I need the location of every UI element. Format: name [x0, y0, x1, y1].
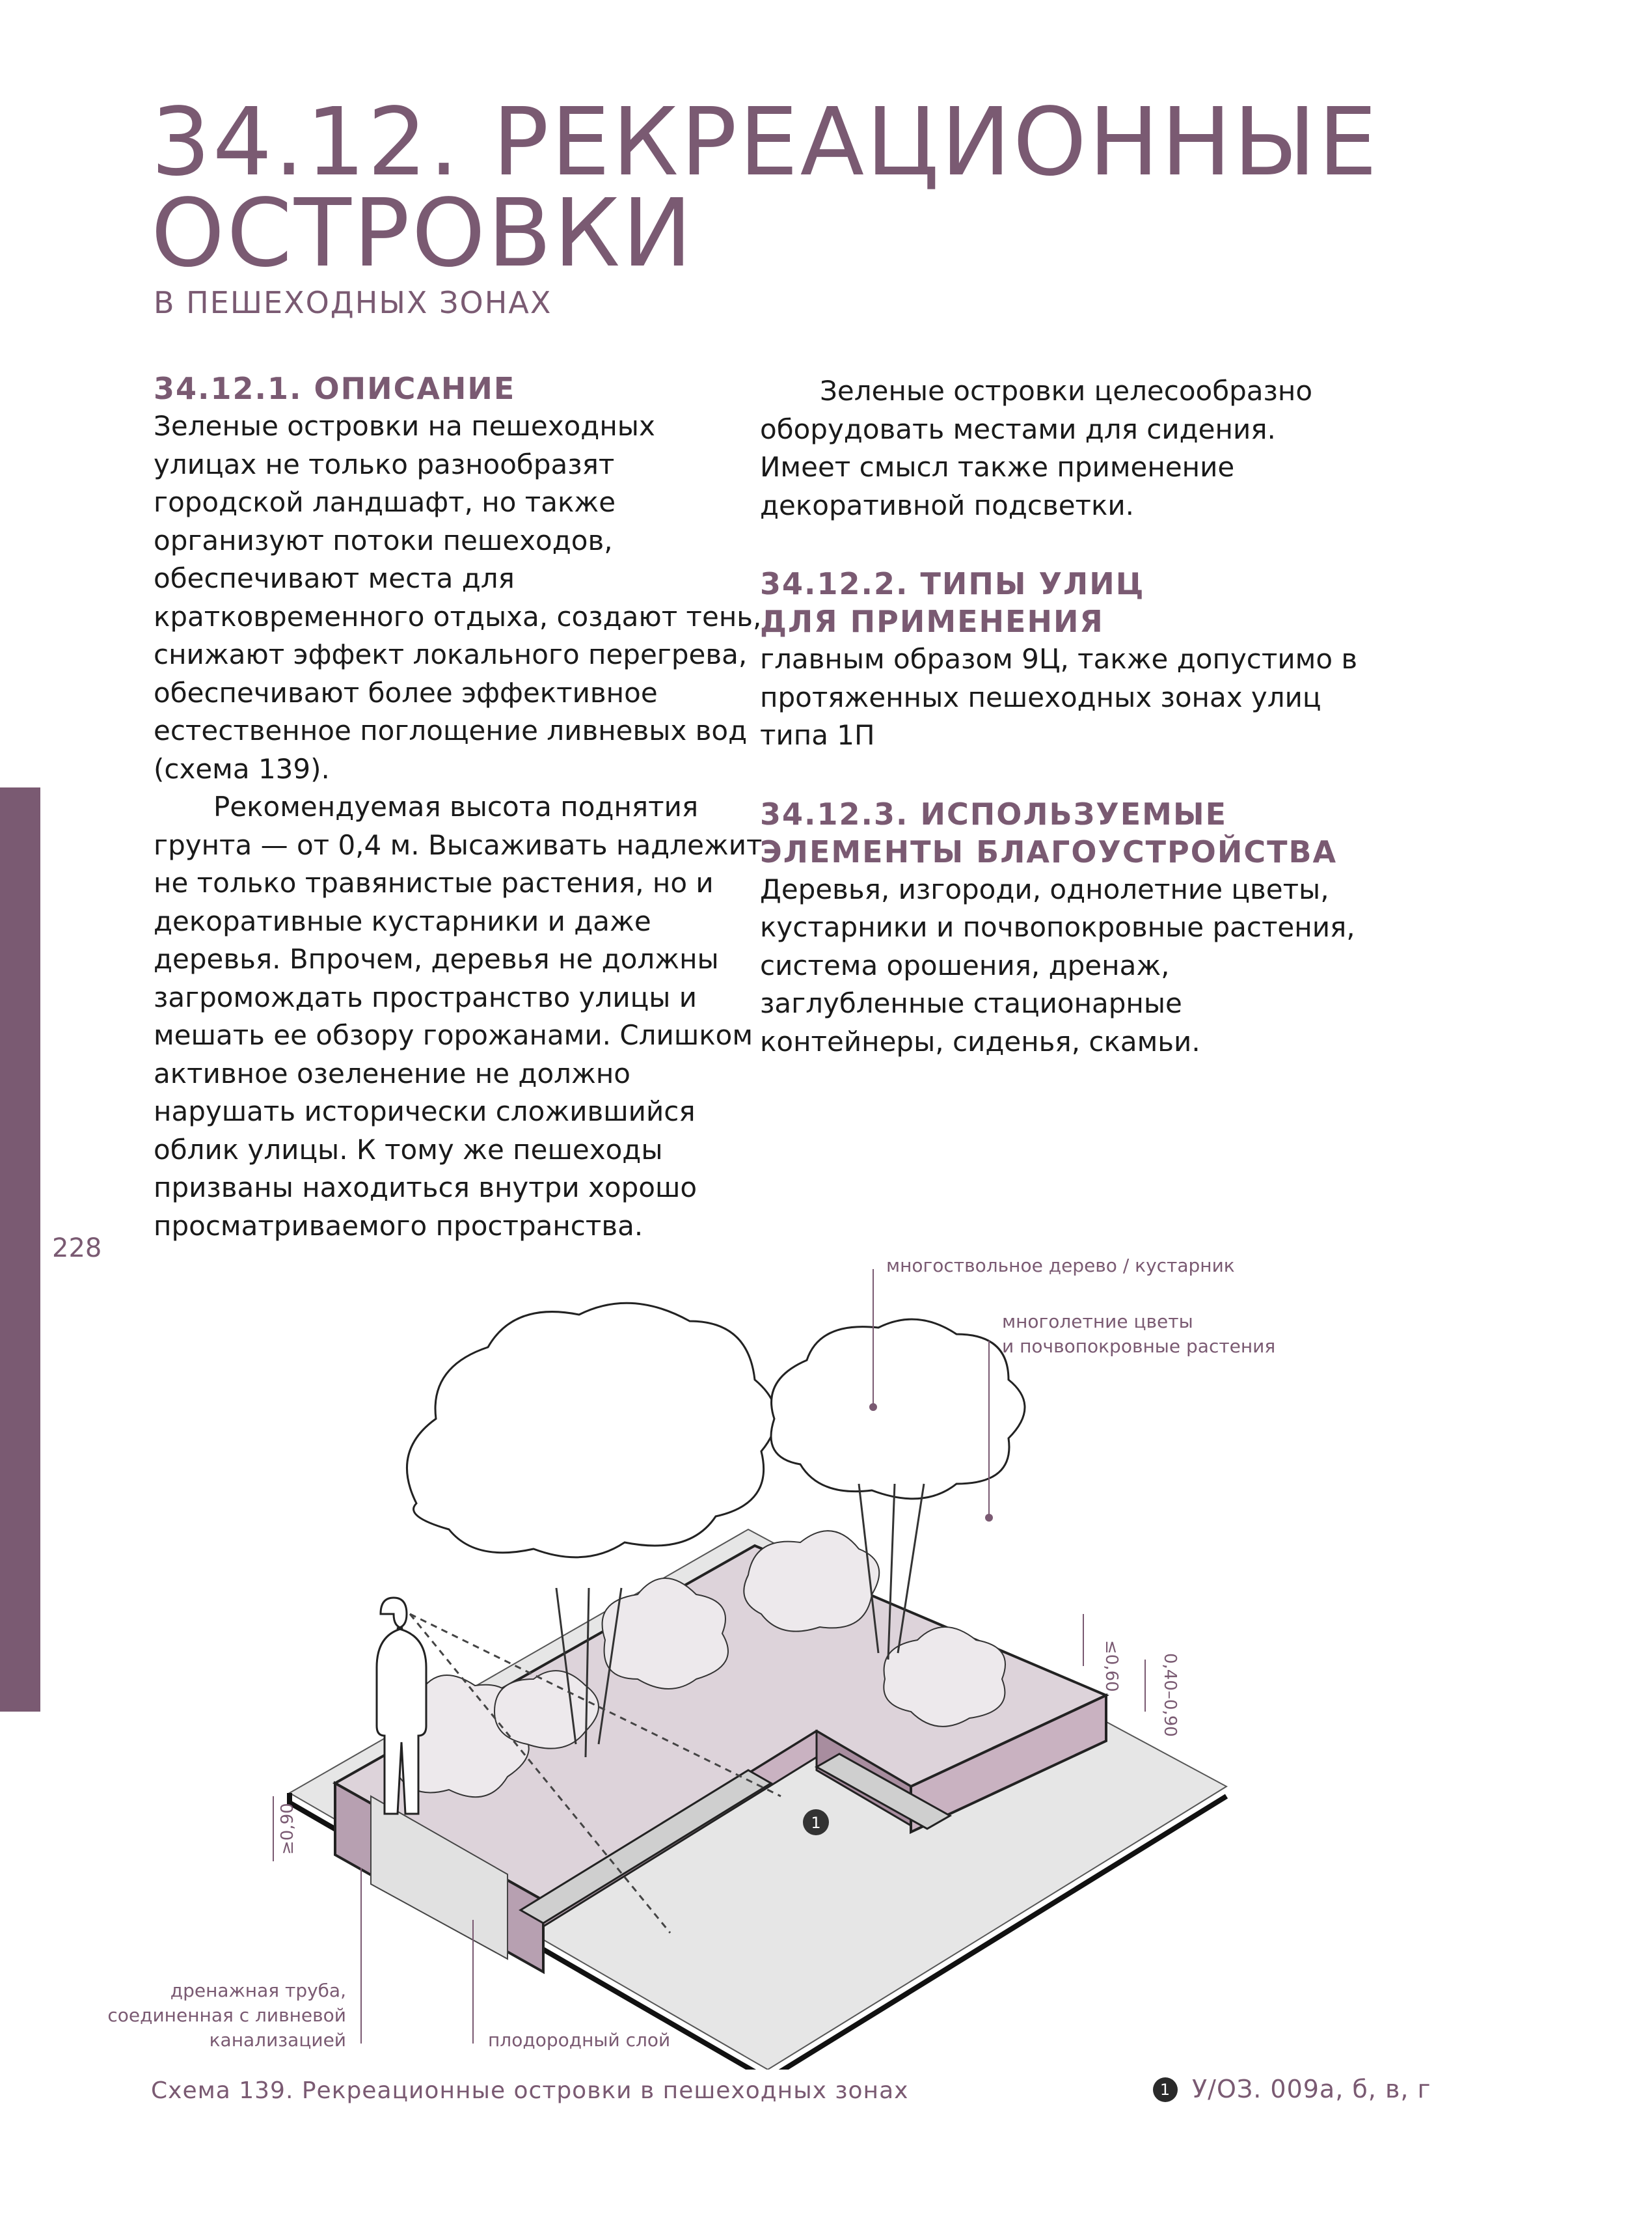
label-tree: многоствольное дерево / кустарник: [886, 1255, 1235, 1276]
section-1-paragraph-1: Зеленые островки на пешеходных улицах не только разнообразят городской ландшафт, но также организуют потоки пешеходов, обеспечивают места для кратковременного отдыха, создают тень, снижают эффект локального перегрева, обеспечивают более эффективное естественное поглощение ливневых вод (схема 139).: [154, 410, 762, 785]
dimension-top: ≤0,60: [1102, 1640, 1121, 1692]
label-drain-2: соединенная с ливневой: [107, 2004, 346, 2026]
planter-axonometric-diagram: [0, 1224, 1652, 2070]
figure-caption: Схема 139. Рекреационные островки в пешеходных зонах: [151, 2077, 909, 2104]
dimension-right: 0,40–0,90: [1160, 1653, 1180, 1737]
page-title: [151, 87, 1379, 288]
section-1-heading: 34.12.1. ОПИСАНИЕ: [154, 371, 516, 406]
title-line-1: 34.12. РЕКРЕАЦИОННЫЕ: [151, 87, 1379, 197]
label-flowers-1: многолетние цветы: [1002, 1311, 1193, 1332]
label-flowers-2: и почвопокровные растения: [1002, 1335, 1276, 1357]
reference-text: У/ОЗ. 009а, б, в, г: [1192, 2075, 1431, 2103]
page-subtitle: В ПЕШЕХОДНЫХ ЗОНАХ: [154, 285, 552, 320]
section-3-text: Деревья, изгороди, однолетние цветы, кустарники и почвопокровные растения, система орошения, дренаж, заглубленные стационарные контейнеры, сиденья, скамьи.: [760, 873, 1355, 1058]
section-2-heading-line-2: ДЛЯ ПРИМЕНЕНИЯ: [760, 604, 1104, 639]
label-drain-3: канализацией: [209, 2029, 346, 2051]
dimension-left: ≥0,90: [278, 1803, 297, 1855]
reference-note: [1153, 2075, 1431, 2103]
section-3-heading: [760, 795, 1372, 871]
reference-badge: 1: [1153, 2077, 1178, 2102]
tree-canopy-left: [407, 1303, 776, 1557]
tree-canopy-right: [771, 1319, 1025, 1499]
section-2-heading-line-1: 34.12.2. ТИПЫ УЛИЦ: [760, 566, 1145, 601]
tree-canopies: [407, 1303, 1025, 1557]
left-column: [154, 370, 765, 1245]
right-column: [760, 372, 1372, 1061]
label-soil: плодородный слой: [488, 2029, 671, 2051]
title-line-2: ОСТРОВКИ: [151, 178, 694, 288]
section-1-paragraph-3: Зеленые островки целесообразно оборудовать местами для сидения. Имеет смысл также применение декоративной подсветки.: [760, 375, 1313, 521]
marker-1-label: 1: [811, 1814, 821, 1832]
page-number: 228: [52, 1233, 102, 1263]
section-2-heading: [760, 565, 1372, 640]
label-drain-1: дренажная труба,: [170, 1980, 346, 2001]
section-2-text: главным образом 9Ц, также допустимо в протяженных пешеходных зонах улиц типа 1П: [760, 643, 1358, 751]
section-1-paragraph-2: Рекомендуемая высота поднятия грунта — от 0,4 м. Высаживать надлежит не только травянистые растения, но и декоративные кустарники и даже деревья. Впрочем, деревья не должны загромождать пространство улицы и мешать ее обзору горожанами. Слишком активное озеленение не должно нарушать исторически сложившийся облик улицы. К тому же пешеходы призваны находиться внутри хорошо просматриваемого пространства.: [154, 791, 763, 1242]
section-3-heading-line-2: ЭЛЕМЕНТЫ БЛАГОУСТРОЙСТВА: [760, 834, 1338, 869]
section-3-heading-line-1: 34.12.3. ИСПОЛЬЗУЕМЫЕ: [760, 796, 1228, 832]
